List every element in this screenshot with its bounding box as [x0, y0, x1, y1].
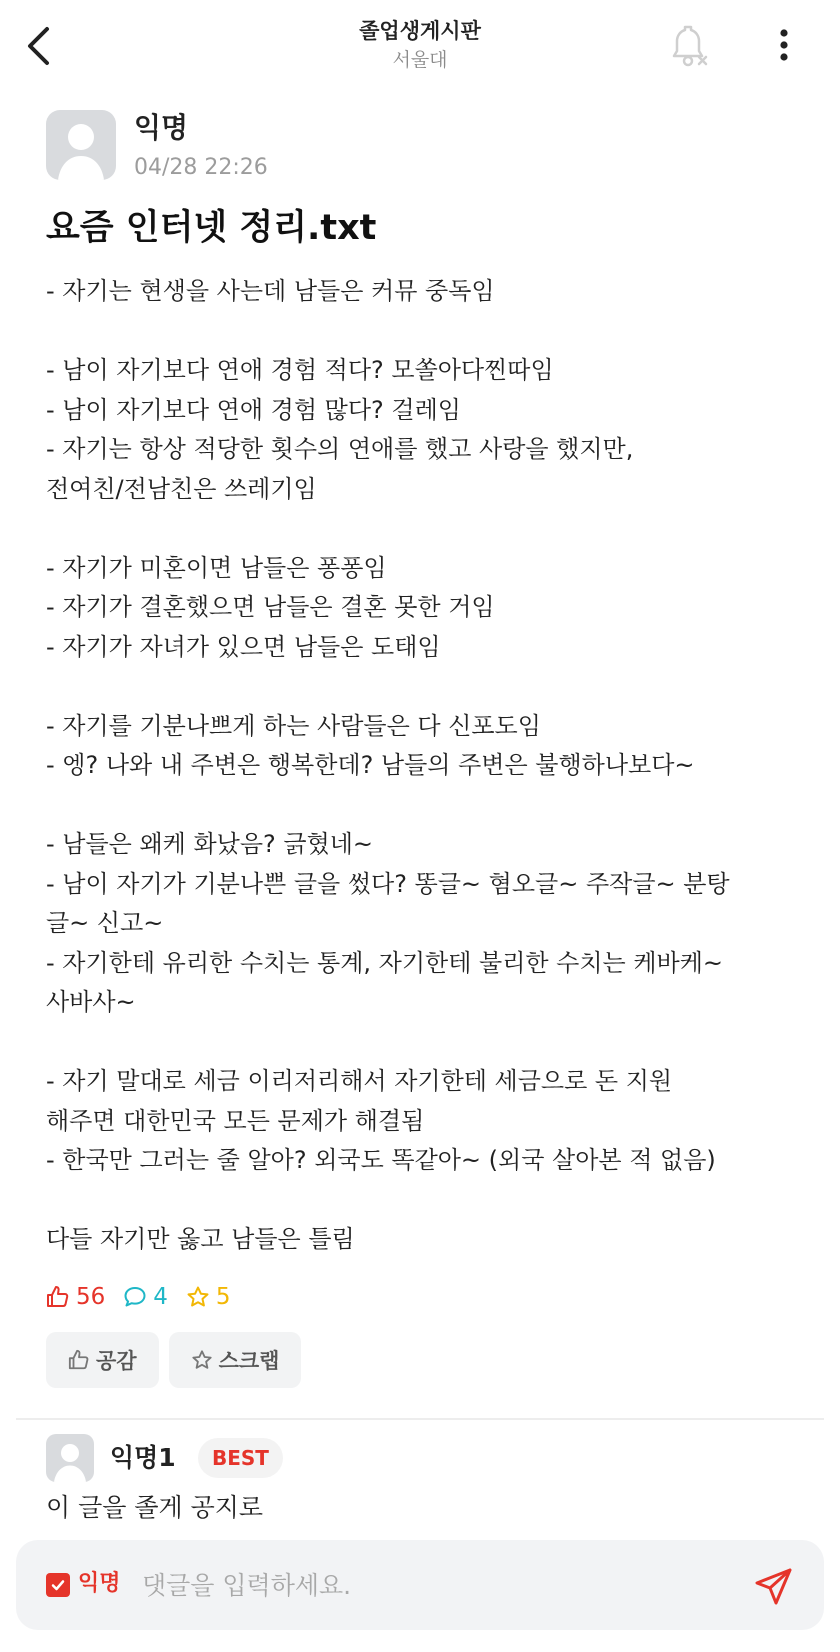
scrap-count-value: 5	[215, 1284, 231, 1310]
checkmark-icon	[50, 1577, 66, 1593]
comment-count-value: 4	[153, 1284, 168, 1310]
scrap-count	[186, 1284, 231, 1310]
like-count-value: 56	[76, 1284, 106, 1310]
like-count	[46, 1284, 105, 1310]
thumbs-up-icon	[46, 1285, 70, 1309]
post-body: - 자기는 현생을 사는데 남들은 커뮤 중독임 - 남이 자기보다 연애 경험 적다? 모쏠아다찐따임 - 남이 자기보다 연애 경험 많다? 걸레임 - 자기는 항상 적당한 횟수의 연애를 했고 사랑을 했지만, 전여친/전남친은 쓰레기임 - 자기가 미혼이면 남들은 퐁퐁임 - 자기가 결혼했으면 남들은 결혼 못한 거임 - 자기가 자녀가 있으면 남들은 도태임 - 자기를 기분나쁘게 하는 사람들은 다 신포도임 - 엥? 나와 내 주변은 행복한데? 남들의 주변은 불행하나보다~ - 남들은 왜케 화났음? 긁혔네~ - 남이 자기가 기분나쁜 글을 썼다? 똥글~ 혐오글~ 주작글~ 분탕 글~ 신고~ - 자기한테 유리한 수치는 통계, 자기한테 불리한 수치는 케바케~ 사바사~ - 자기 말대로 세금 이리저리해서 자기한테 세금으로 돈 지원 해주면 대한민국 모든 문제가 해결됨 - 한국만 그러는 줄 알아? 외국도 똑같아~ (외국 살아본 적 없음) 다들 자기만 옳고 남들은 틀림	[46, 277, 730, 1253]
more-options-button[interactable]	[764, 20, 804, 70]
divider	[16, 1418, 824, 1420]
scrap-button[interactable]	[169, 1332, 302, 1388]
anonymous-label[interactable]: 익명	[78, 1571, 121, 1596]
send-icon	[754, 1566, 794, 1606]
like-button-label: 공감	[96, 1349, 137, 1373]
post-stats	[46, 1280, 249, 1314]
comment-count	[123, 1284, 168, 1310]
speech-bubble-icon	[123, 1285, 147, 1309]
avatar	[46, 1434, 94, 1482]
scrap-button-label: 스크랩	[218, 1349, 280, 1373]
notification-toggle-button[interactable]	[664, 20, 714, 70]
avatar	[46, 110, 116, 180]
post-timestamp: 04/28 22:26	[134, 155, 268, 180]
comment-author: 익명1	[110, 1443, 176, 1472]
board-title: 졸업생게시판	[359, 19, 481, 43]
board-subtitle: 서울대	[392, 49, 448, 71]
top-bar	[0, 0, 840, 92]
star-icon	[191, 1349, 213, 1371]
default-avatar-icon	[46, 1434, 94, 1482]
post-actions	[46, 1332, 311, 1388]
comment-input-bar	[16, 1540, 824, 1630]
bell-off-icon	[669, 23, 709, 67]
author-name: 익명	[134, 111, 189, 144]
anonymous-checkbox[interactable]	[46, 1573, 70, 1597]
comment-input[interactable]	[142, 1562, 702, 1608]
more-vertical-icon	[779, 28, 789, 62]
post-title: 요즘 인터넷 정리.txt	[46, 208, 377, 248]
board-header	[0, 16, 840, 74]
send-button[interactable]	[752, 1564, 796, 1608]
like-button[interactable]	[46, 1332, 159, 1388]
thumbs-up-icon	[68, 1349, 90, 1371]
default-avatar-icon	[46, 110, 116, 180]
post-author	[46, 110, 546, 182]
comment-text: 이 글을 졸게 공지로	[46, 1493, 264, 1522]
best-badge: BEST	[198, 1438, 283, 1478]
star-icon	[186, 1285, 210, 1309]
